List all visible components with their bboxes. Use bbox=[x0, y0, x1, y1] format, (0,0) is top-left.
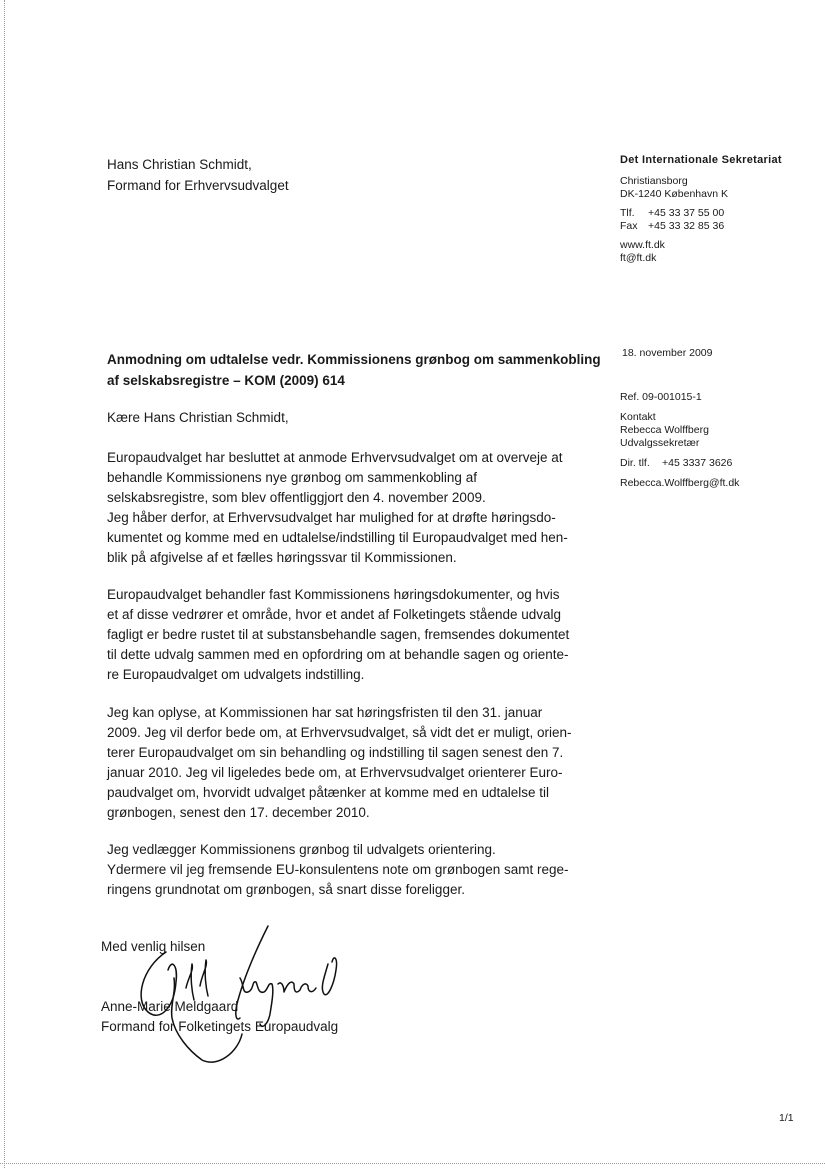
paragraph-line: behandle Kommissionens nye grønbog om sammenkobling af bbox=[107, 470, 477, 485]
closing-phrase: Med venlig hilsen bbox=[101, 939, 206, 954]
paragraph-line: 2009. Jeg vil derfor bede om, at Erhvervsudvalget, så vidt det er muligt, orien- bbox=[107, 725, 572, 740]
paragraph-line: januar 2010. Jeg vil ligeledes bede om, at Erhvervsudvalget orienterer Euro- bbox=[107, 765, 563, 780]
body-paragraph-1 bbox=[107, 448, 568, 568]
fax-label: Fax bbox=[620, 220, 638, 232]
sender-fax-row bbox=[620, 220, 782, 233]
direct-phone-number: +45 3337 3626 bbox=[662, 457, 733, 469]
paragraph-line: terer Europaudvalget om sin behandling og indstilling til sagen senest den 7. bbox=[107, 745, 564, 760]
subject-line2: af selskabsregistre – KOM (2009) 614 bbox=[107, 373, 345, 388]
paragraph-line: Jeg vedlægger Kommissionens grønbog til udvalgets orientering. bbox=[107, 842, 496, 857]
paragraph-line: Jeg håber derfor, at Erhvervsudvalget har mulighed for at drøfte høringsdo- bbox=[107, 510, 556, 525]
subject-line1: Anmodning om udtalelse vedr. Kommissionens grønbog om sammenkobling bbox=[107, 352, 601, 367]
body-paragraph-2 bbox=[107, 585, 569, 685]
sender-phone-row bbox=[620, 207, 782, 220]
recipient-title: Formand for Erhvervsudvalget bbox=[107, 178, 289, 193]
direct-phone-label: Dir. tlf. bbox=[620, 457, 650, 469]
signer-name: Anne-Marie Meldgaard bbox=[101, 999, 239, 1014]
contact-email: Rebecca.Wolffberg@ft.dk bbox=[620, 477, 740, 489]
reference-block bbox=[620, 391, 739, 490]
recipient-name: Hans Christian Schmidt, bbox=[107, 157, 252, 172]
paragraph-line: paudvalget om, hvorvidt udvalget påtænker at komme med en udtalelse til bbox=[107, 785, 549, 800]
scan-edge-left bbox=[4, 0, 5, 1168]
direct-phone-row bbox=[620, 457, 739, 470]
sender-address-line1: Christiansborg bbox=[620, 175, 688, 187]
paragraph-line: re Europaudvalget om udvalgets indstilling. bbox=[107, 667, 365, 682]
phone-label: Tlf. bbox=[620, 207, 635, 219]
scan-edge-bottom bbox=[0, 1163, 825, 1164]
paragraph-line: kumentet og komme med en udtalelse/indstilling til Europaudvalget med hen- bbox=[107, 530, 568, 545]
body-paragraph-3 bbox=[107, 703, 571, 823]
paragraph-line: blik på afgivelse af et fælles høringssvar til Kommissionen. bbox=[107, 550, 457, 565]
paragraph-line: til dette udvalg sammen med en opfordring om at behandle sagen og oriente- bbox=[107, 647, 569, 662]
contact-name: Rebecca Wolffberg bbox=[620, 424, 709, 436]
paragraph-line: Ydermere vil jeg fremsende EU-konsulentens note om grønbogen samt rege- bbox=[107, 862, 569, 877]
sender-email: ft@ft.dk bbox=[620, 252, 657, 264]
sender-address-line2: DK-1240 København K bbox=[620, 188, 728, 200]
paragraph-line: et af disse vedrører et område, hvor et andet af Folketingets stående udvalg bbox=[107, 607, 562, 622]
contact-label: Kontakt bbox=[620, 411, 656, 423]
subject-heading bbox=[107, 349, 617, 391]
salutation: Kære Hans Christian Schmidt, bbox=[107, 410, 289, 425]
phone-number: +45 33 37 55 00 bbox=[648, 207, 725, 219]
signer-title: Formand for Folketingets Europaudvalg bbox=[101, 1019, 339, 1034]
page-number: 1/1 bbox=[779, 1112, 794, 1124]
reference-number: Ref. 09-001015-1 bbox=[620, 391, 702, 403]
paragraph-line: grønbogen, senest den 17. december 2010. bbox=[107, 805, 370, 820]
paragraph-line: selskabsregistre, som blev offentliggjort den 4. november 2009. bbox=[107, 490, 486, 505]
body-paragraph-4 bbox=[107, 840, 568, 900]
sender-block bbox=[620, 154, 782, 265]
recipient-block bbox=[107, 154, 289, 196]
sender-organization: Det Internationale Sekretariat bbox=[620, 154, 782, 166]
paragraph-line: ringens grundnotat om grønbogen, så snart disse foreligger. bbox=[107, 882, 465, 897]
fax-number: +45 33 32 85 36 bbox=[648, 220, 725, 232]
paragraph-line: fagligt er bedre rustet til at substansbehandle sagen, fremsendes dokumentet bbox=[107, 627, 570, 642]
letter-date: 18. november 2009 bbox=[622, 347, 713, 359]
sender-website: www.ft.dk bbox=[620, 239, 665, 251]
paragraph-line: Jeg kan oplyse, at Kommissionen har sat høringsfristen til den 31. januar bbox=[107, 705, 543, 720]
paragraph-line: Europaudvalget behandler fast Kommissionens høringsdokumenter, og hvis bbox=[107, 587, 560, 602]
handwritten-signature bbox=[128, 922, 348, 1067]
paragraph-line: Europaudvalget har besluttet at anmode Erhvervsudvalget om at overveje at bbox=[107, 450, 563, 465]
contact-role: Udvalgssekretær bbox=[620, 437, 700, 449]
